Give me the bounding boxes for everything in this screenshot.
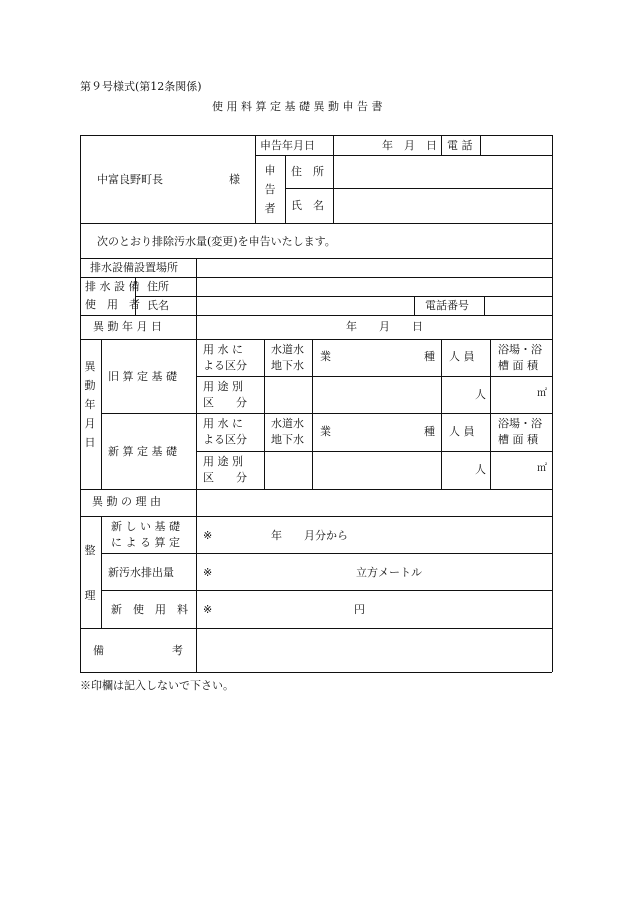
- old-basis-label: 旧 算 定 基 礎: [108, 370, 177, 383]
- filing-date-field[interactable]: 年 月 日: [382, 139, 437, 152]
- new-basis-label: 新 算 定 基 礎: [108, 445, 177, 458]
- new-area-unit: ㎡: [537, 463, 547, 474]
- facility-user-name-label: 氏名: [147, 299, 169, 312]
- remarks-label-left: 備: [93, 644, 104, 657]
- footer-note: ※印欄は記入しないで下さい。: [80, 679, 234, 692]
- declarant-name-label: 氏 名: [291, 199, 324, 212]
- facility-location-field[interactable]: [197, 259, 551, 276]
- old-business-label-1: 業: [320, 350, 331, 363]
- new-use-class-label-2: 区 分: [203, 471, 247, 484]
- reason-field[interactable]: [197, 490, 551, 515]
- addressee: 中富良野町長: [97, 173, 163, 186]
- new-basis-calc-field[interactable]: 年 月分から: [271, 529, 348, 542]
- old-business-label-2: 種: [424, 350, 435, 363]
- remarks-label-right: 考: [172, 644, 183, 657]
- new-fee-label: 新 使 用 料: [111, 603, 188, 616]
- old-bath-label-2: 槽 面 積: [498, 359, 538, 372]
- remarks-field[interactable]: [197, 629, 551, 671]
- form-number: 第９号様式(第12条関係): [80, 80, 202, 93]
- facility-user-phone-field[interactable]: [485, 297, 551, 314]
- new-discharge-label: 新汚水排出量: [108, 566, 174, 579]
- form-title: 使 用 料 算 定 基 礎 異 動 申 告 書: [212, 100, 383, 113]
- new-bath-label-2: 槽 面 積: [498, 433, 538, 446]
- new-discharge-field[interactable]: 立方メートル: [356, 566, 422, 579]
- reason-label: 異 動 の 理 由: [92, 495, 161, 508]
- new-water-source-1: 水道水: [271, 417, 304, 430]
- new-bath-label-1: 浴場・浴: [498, 417, 542, 430]
- new-fee-field[interactable]: 円: [354, 603, 365, 616]
- new-water-class-label-1: 用 水 に: [203, 417, 243, 430]
- facility-user-name-field[interactable]: [197, 297, 413, 314]
- new-business-label-2: 種: [424, 425, 435, 438]
- old-area-unit: ㎡: [537, 388, 547, 399]
- new-water-class-label-2: よる区分: [203, 433, 247, 446]
- old-person-unit: 人: [475, 388, 486, 401]
- honorific: 様: [229, 173, 240, 186]
- filing-date-label: 申告年月日: [260, 139, 315, 152]
- facility-user-phone-label: 電話番号: [425, 299, 469, 312]
- change-date-field[interactable]: 年 月 日: [346, 320, 423, 333]
- old-use-class-label-1: 用 途 別: [203, 380, 243, 393]
- facility-user-address-field[interactable]: [197, 278, 551, 295]
- facility-user-address-label: 住所: [147, 280, 169, 293]
- new-person-unit: 人: [475, 463, 486, 476]
- new-business-label-1: 業: [320, 425, 331, 438]
- new-basis-calc-label-2: に よ る 算 定: [111, 536, 180, 549]
- facility-location-label: 排水設備設置場所: [90, 261, 178, 274]
- admin-side-label-1: 整: [84, 544, 96, 557]
- old-bath-label-1: 浴場・浴: [498, 343, 542, 356]
- new-basis-calc-mark: ※: [203, 529, 213, 542]
- declarant-label: 申 告 者: [264, 164, 276, 215]
- change-date-label: 異 動 年 月 日: [93, 320, 162, 333]
- admin-side-label-2: 理: [84, 589, 96, 602]
- old-water-class-label-1: 用 水 に: [203, 343, 243, 356]
- declarant-address-label: 住 所: [291, 165, 324, 178]
- old-water-source-1: 水道水: [271, 343, 304, 356]
- new-basis-calc-label-1: 新 し い 基 礎: [111, 520, 180, 533]
- table-right-border: [552, 135, 553, 672]
- new-business-field[interactable]: [313, 452, 440, 488]
- basis-side-label: 異 動 年 月 日: [84, 360, 96, 449]
- facility-user-label-1: 排 水 設 備: [85, 280, 140, 293]
- old-persons-label: 人 員: [449, 350, 475, 363]
- table-left-border: [80, 135, 81, 672]
- table-bottom-border: [80, 672, 552, 673]
- phone-label: 電 話: [447, 139, 473, 152]
- old-use-class-label-2: 区 分: [203, 396, 247, 409]
- old-water-source-field[interactable]: [265, 377, 311, 412]
- new-fee-mark: ※: [203, 603, 213, 616]
- new-water-source-field[interactable]: [265, 452, 311, 488]
- new-water-source-2: 地下水: [271, 433, 304, 446]
- old-water-class-label-2: よる区分: [203, 359, 247, 372]
- facility-user-label-2: 使 用 者: [85, 298, 140, 311]
- old-water-source-2: 地下水: [271, 359, 304, 372]
- new-use-class-label-1: 用 途 別: [203, 455, 243, 468]
- new-discharge-mark: ※: [203, 566, 213, 579]
- new-persons-label: 人 員: [449, 425, 475, 438]
- declarant-address-field[interactable]: [334, 156, 551, 187]
- phone-field[interactable]: [481, 136, 551, 154]
- old-business-field[interactable]: [313, 377, 440, 412]
- declarant-name-field[interactable]: [334, 189, 551, 222]
- declaration-statement: 次のとおり排除汚水量(変更)を申告いたします。: [97, 235, 336, 248]
